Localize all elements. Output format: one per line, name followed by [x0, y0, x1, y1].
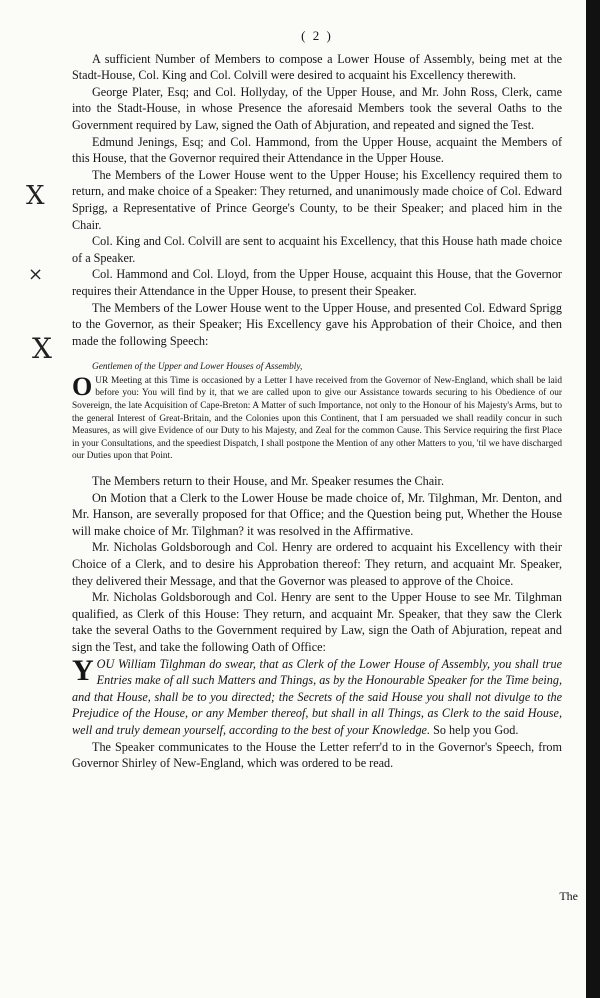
paragraph: Mr. Nicholas Goldsborough and Col. Henry are ordered to acquaint his Excellency with their Choice of a Clerk, and to desire his Approbation thereof: They return, and acquaint Mr. Speaker, they delivered their Message, and that the Governor was pleased to approve of the Choice.: [72, 540, 562, 588]
paragraph: The Members of the Lower House went to the Upper House, and presented Col. Edward Sprigg to the Governor, as their Speaker; His Excellency gave his Approbation of their Choice, and then made the following Speech:: [72, 300, 562, 348]
paragraph: Col. Hammond and Col. Lloyd, from the Upper House, acquaint this House, that the Governor requires their Attendance in the Upper House, to present their Speaker.: [72, 267, 562, 298]
margin-mark-3: X: [32, 332, 52, 365]
paragraph: The Members return to their House, and Mr. Speaker resumes the Chair.: [92, 474, 444, 489]
paragraph: Edmund Jenings, Esq; and Col. Hammond, from the Upper House, acquaint the Members of this House, that the Governor required their Attendance in the Upper House.: [72, 134, 562, 166]
paragraph: On Motion that a Clerk to the Lower House be made choice of, Mr. Tilghman, Mr. Denton, and Mr. Hanson, are severally proposed for that Office; and the Question being put, Whether the House will make choice of Mr. Tilghman? it was resolved in the Affirmative.: [72, 490, 562, 538]
scan-edge: [586, 0, 600, 998]
margin-mark-1: X: [26, 181, 45, 211]
oath-text: OU William Tilghman do swear, that as Clerk of the Lower House of Assembly, you shall true Entries make of all such Matters and Things, as by the Honourable Speaker for the Time being, and that House, shall be to you directed; the Secrets of the said House you shall not divulge to the Prejudice of the House, or any Member thereof, but shall in all Things, as Clerk to the said House, well and truly demean yourself, according to the best of your Knowledge.: [72, 656, 562, 737]
speech-salutation: Gentlemen of the Upper and Lower Houses of Assembly,: [92, 362, 303, 373]
speech-text: UR Meeting at this Time is occasioned by a Letter I have received from the Governor of New-England, which shall be laid before you: You will find by it, that we are called upon to give our Assistance towards securing to his Obedience of our Sovereign, the late Acquisition of Cape-Breton: A Matter of such Importance, not only to the Honour of his Majesty's Arms, but to the general Interest of Great-Britain, and the Colonies upon this Continent, that I am persuaded we shall readily concur in such Measures, as will give Evidence of our Duty to his Majesty, and Zeal for the common Cause. This Service requiring the first Place in your Consultations, and the speediest Dispatch, I shall postpone the Mention of any other Matters to you, 'til we have discharged our Duties upon that Point.: [72, 375, 562, 462]
paragraph: Col. King and Col. Colvill are sent to acquaint his Excellency, that this House hath made choice of a Speaker.: [72, 234, 562, 265]
page-body: [72, 28, 562, 772]
paragraph: Mr. Nicholas Goldsborough and Col. Henry are sent to the Upper House to see Mr. Tilghman qualified, as Clerk of this House: They return, and acquaint Mr. Speaker, that they saw the Clerk take the several Oaths to the Government required by Law, sign the Oath of Abjuration, repeat and sign the Test, and take the following Oath of Office:: [72, 590, 562, 654]
oath-dropcap: Y: [72, 653, 94, 687]
governor-speech: [72, 361, 562, 463]
speech-dropcap: O: [72, 371, 93, 401]
final-paragraph: The Speaker communicates to the House the Letter referr'd to in the Governor's Speech, from Governor Shirley of New-England, which was ordered to be read.: [72, 739, 562, 771]
paragraph: The Members of the Lower House went to the Upper House; his Excellency required them to return, and make choice of a Speaker: They returned, and unanimously made choice of Col. Edward Sprigg, a Representative of Prince George's County, to be their Speaker; and placed him in the Chair.: [72, 167, 562, 232]
paragraph: George Plater, Esq; and Col. Hollyday, of the Upper House, and Mr. John Ross, Clerk, came into the Stadt-House, in whose Presence the aforesaid Members took the several Oaths to the Government required by Law, signed the Oath of Abjuration, and repeated and signed the Test.: [72, 84, 562, 132]
page-number: ( 2 ): [301, 28, 333, 43]
paragraph: A sufficient Number of Members to compose a Lower House of Assembly, being met at the Stadt-House, Col. King and Col. Colvill were desired to acquaint his Excellency therewith.: [72, 51, 562, 83]
oath-closing: So help you God.: [433, 722, 519, 737]
oath-of-office: [72, 653, 562, 739]
catchword: The: [559, 889, 578, 903]
margin-mark-2: ×: [28, 264, 44, 285]
